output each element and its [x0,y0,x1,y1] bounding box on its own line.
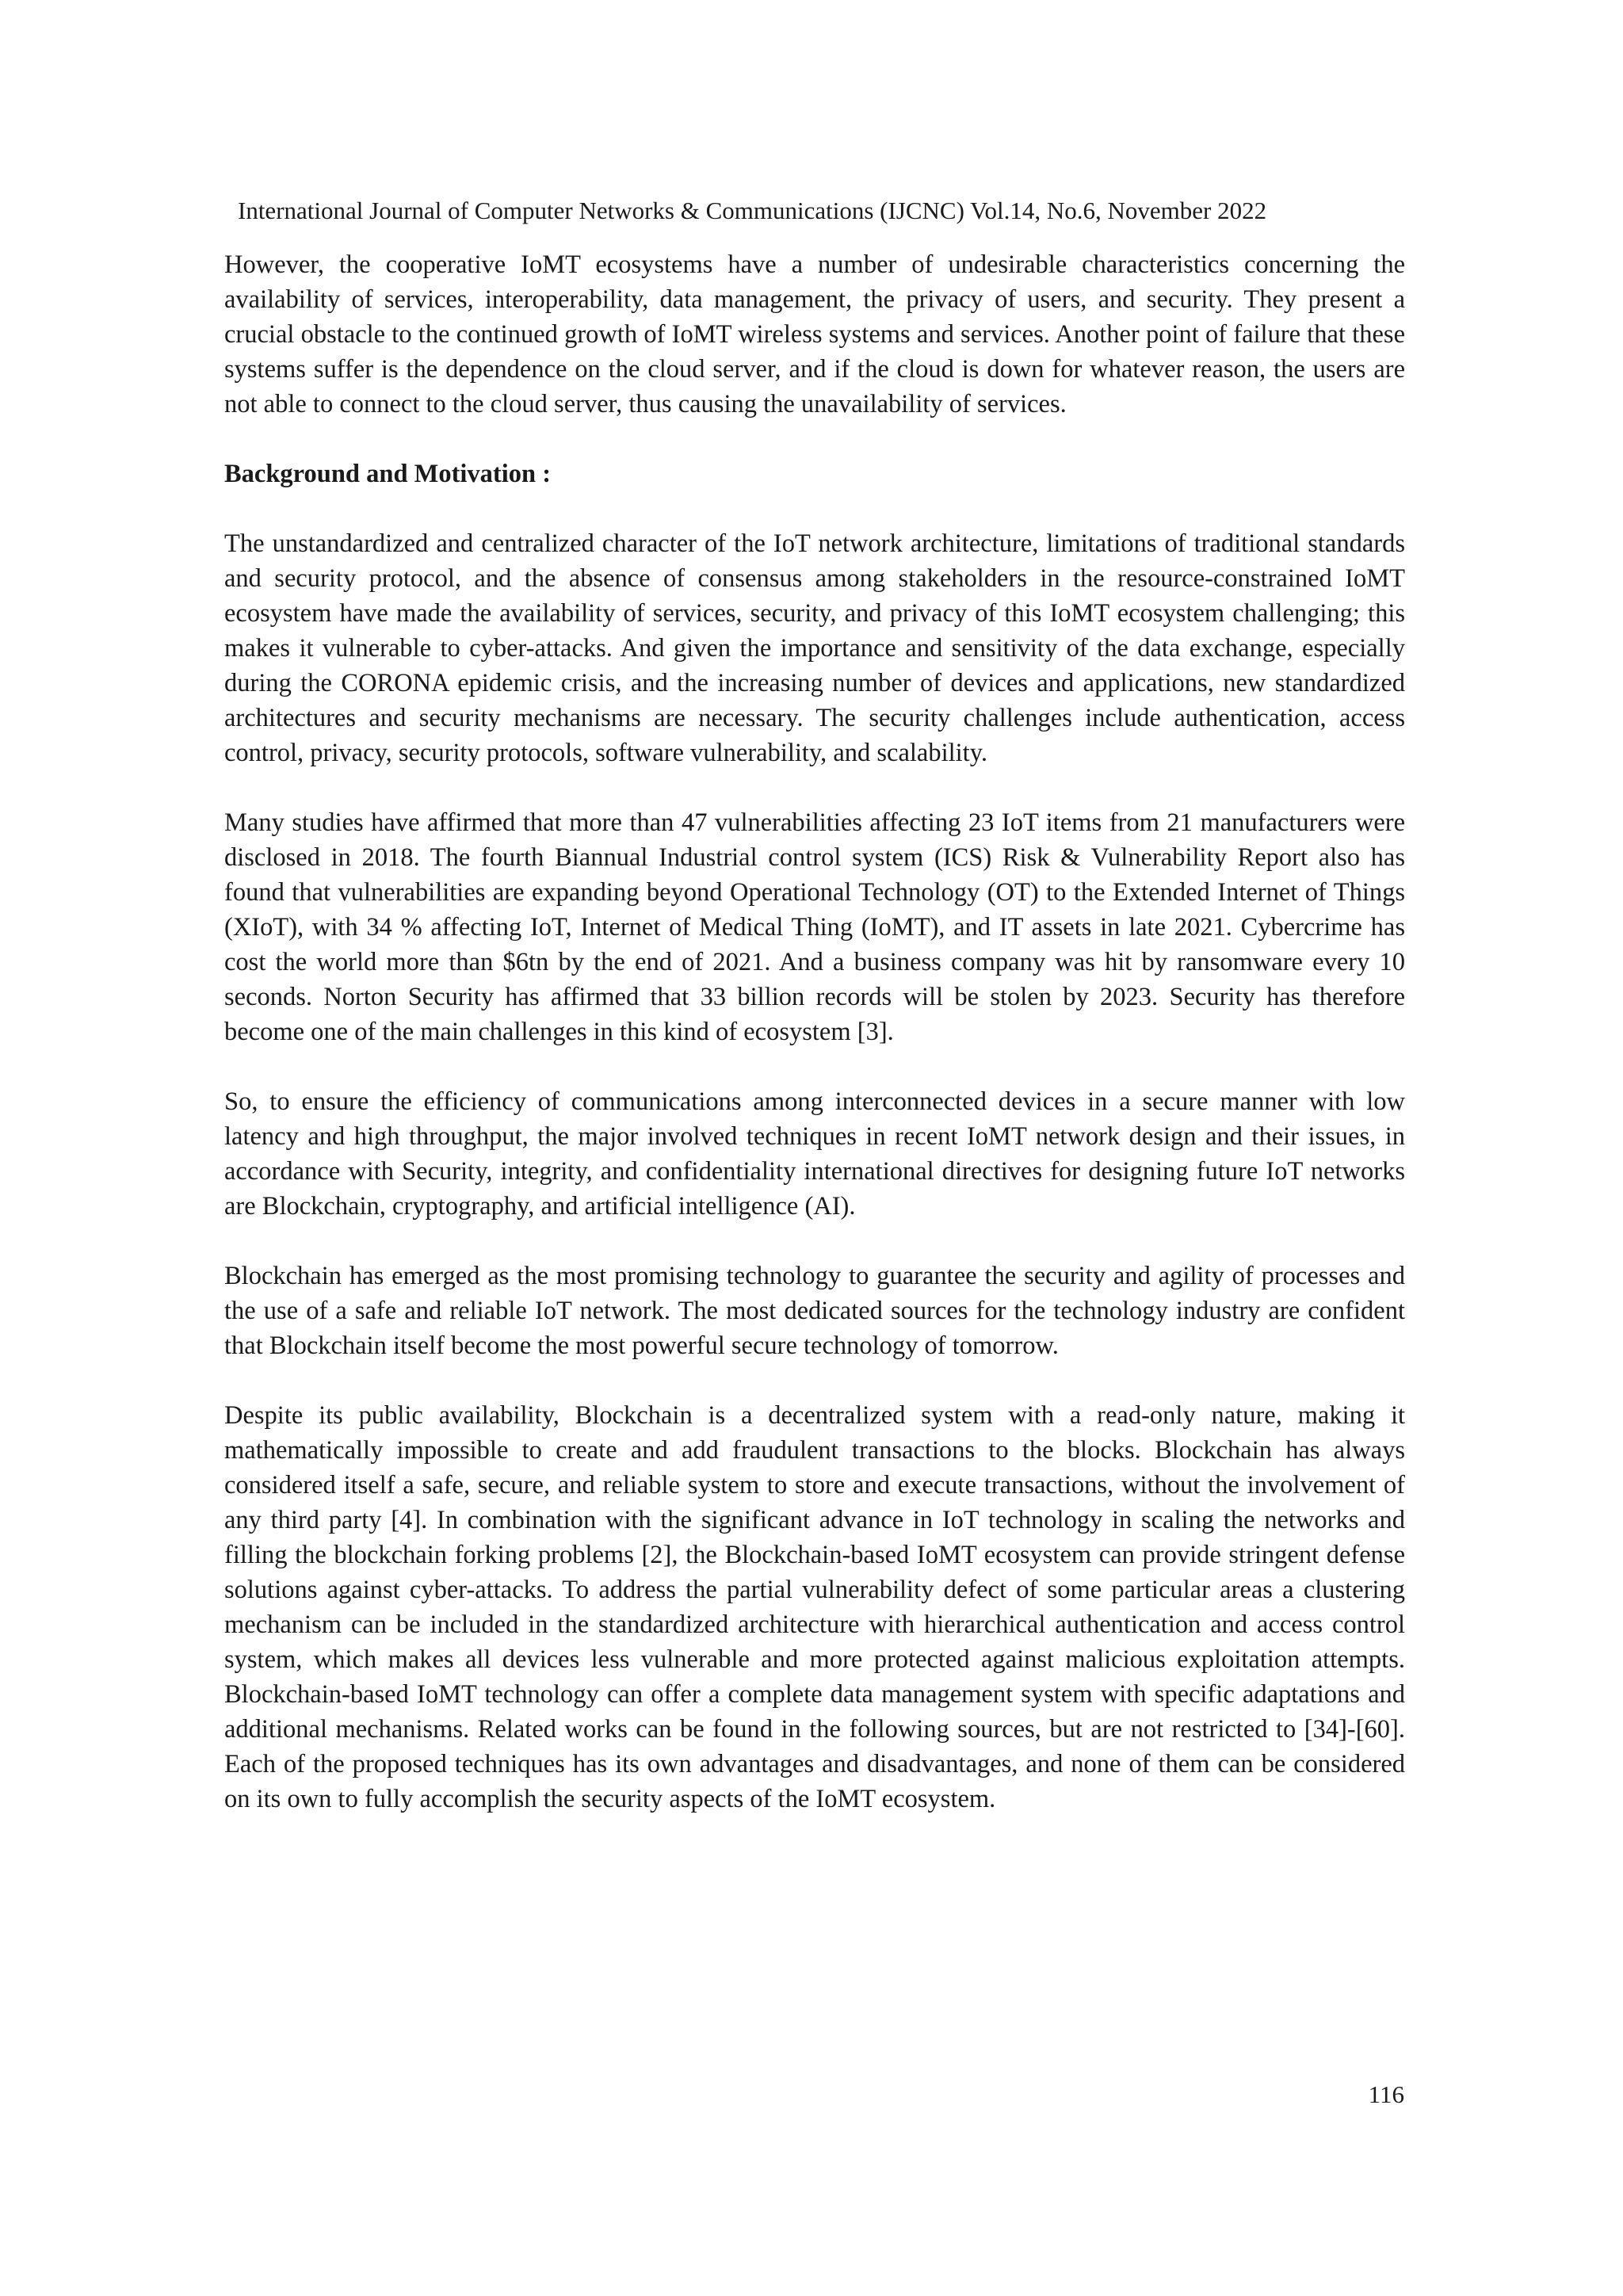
page-number: 116 [1368,2080,1404,2108]
section-heading: Background and Motivation : [224,460,552,488]
paragraph-3: Many studies have affirmed that more than 47 vulnerabilities affecting 23 IoT items from 21 manufacturers were disclosed in 2018. The fourth Biannual Industrial control system (ICS) Risk & Vulnerability Report also has found that vulnerabilities are expanding beyond Operational Technology (OT) to the Extended Internet of Things (XIoT), with 34 % affecting IoT, Internet of Medical Thing (IoMT), and IT assets in late 2021. Cybercrime has cost the world more than $6tn by the end of 2021. And a business company was hit by ransomware every 10 seconds. Norton Security has affirmed that 33 billion records will be stolen by 2023. Security has therefore become one of the main challenges in this kind of ecosystem [3]. [224,808,1405,1046]
body-text [224,247,1405,1851]
paragraph-4: So, to ensure the efficiency of communications among interconnected devices in a secure manner with low latency and high throughput, the major involved techniques in recent IoMT network design and their issues, in accordance with Security, integrity, and confidentiality international directives for designing future IoT networks are Blockchain, cryptography, and artificial intelligence (AI). [224,1087,1405,1221]
paragraph-6: Despite its public availability, Blockchain is a decentralized system with a read-only nature, making it mathematically impossible to create and add fraudulent transactions to the blocks. Blockchain has always considered itself a safe, secure, and reliable system to store and execute transactions, without the involvement of any third party [4]. In combination with the significant advance in IoT technology in scaling the networks and filling the blockchain forking problems [2], the Blockchain-based IoMT ecosystem can provide stringent defense solutions against cyber-attacks. To address the partial vulnerability defect of some particular areas a clustering mechanism can be included in the standardized architecture with hierarchical authentication and access control system, which makes all devices less vulnerable and more protected against malicious exploitation attempts. Blockchain-based IoMT technology can offer a complete data management system with specific adaptations and additional mechanisms. Related works can be found in the following sources, but are not restricted to [34]-[60]. Each of the proposed techniques has its own advantages and disadvantages, and none of them can be considered on its own to fully accomplish the security aspects of the IoMT ecosystem. [224,1401,1405,1813]
paragraph-5: Blockchain has emerged as the most promising technology to guarantee the security and agility of processes and the use of a safe and reliable IoT network. The most dedicated sources for the technology industry are confident that Blockchain itself become the most powerful secure technology of tomorrow. [224,1262,1405,1360]
paragraph-1: However, the cooperative IoMT ecosystems have a number of undesirable characteristics concerning the availability of services, interoperability, data management, the privacy of users, and security. They present a crucial obstacle to the continued growth of IoMT wireless systems and services. Another point of failure that these systems suffer is the dependence on the cloud server, and if the cloud is down for whatever reason, the users are not able to connect to the cloud server, thus causing the unavailability of services. [224,250,1405,418]
paragraph-2: The unstandardized and centralized character of the IoT network architecture, limitations of traditional standards and security protocol, and the absence of consensus among stakeholders in the resource-constrained IoMT ecosystem have made the availability of services, security, and privacy of this IoMT ecosystem challenging; this makes it vulnerable to cyber-attacks. And given the importance and sensitivity of the data exchange, especially during the CORONA epidemic crisis, and the increasing number of devices and applications, new standardized architectures and security mechanisms are necessary. The security challenges include authentication, access control, privacy, security protocols, software vulnerability, and scalability. [224,529,1405,767]
journal-header: International Journal of Computer Networks & Communications (IJCNC) Vol.14, No.6, November 2022 [238,197,1267,224]
